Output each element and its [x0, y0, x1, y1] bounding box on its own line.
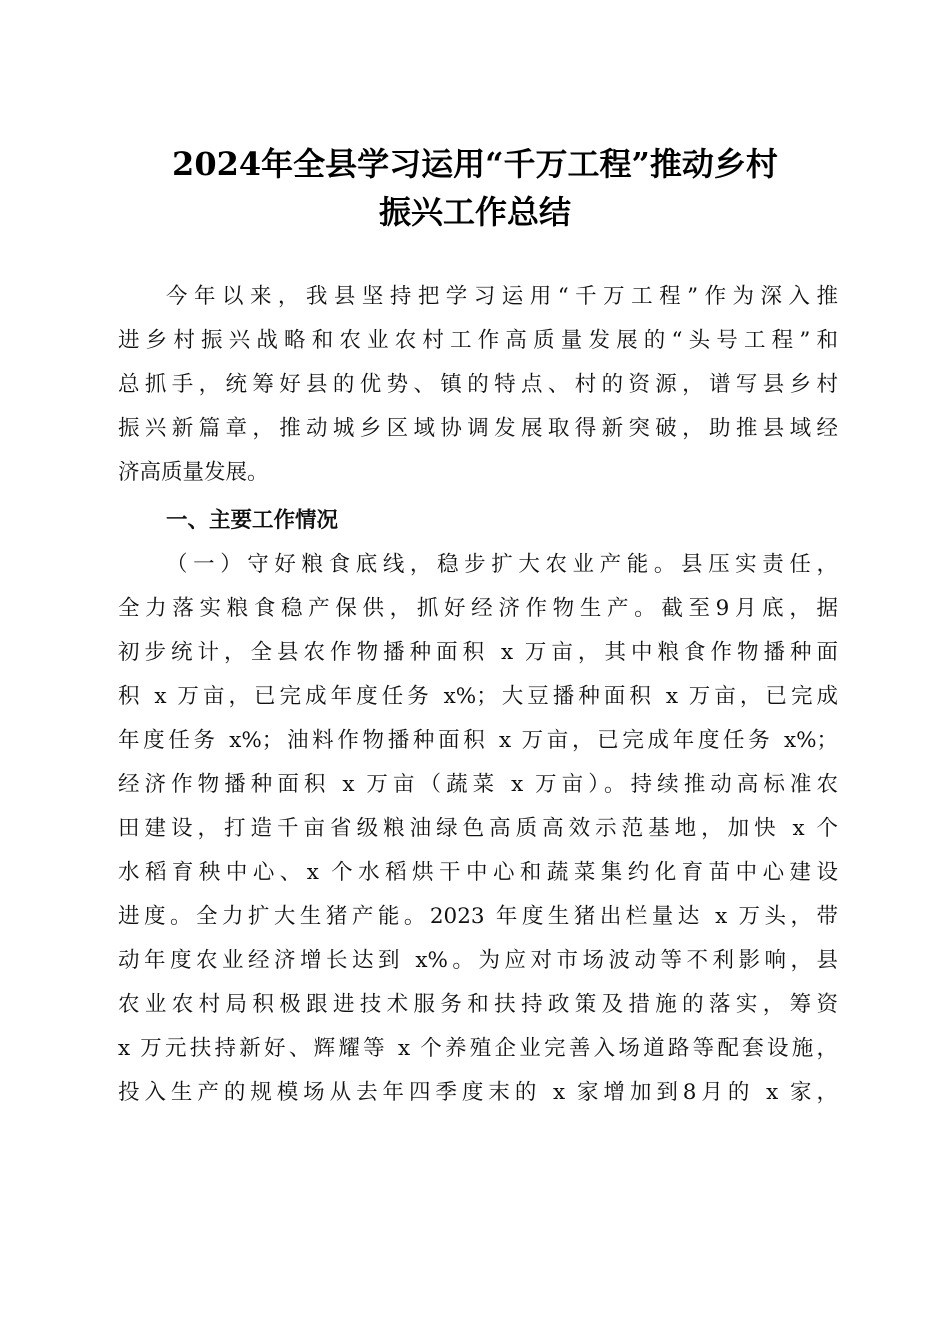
section1-paragraph-line: 进度。全力扩大生猪产能。2023 年度生猪出栏量达 x 万头，带 [118, 904, 838, 929]
intro-paragraph-line: 济高质量发展。 [118, 460, 269, 485]
section1-paragraph-line: （一）守好粮食底线，稳步扩大农业产能。县压实责任， [166, 552, 838, 577]
section1-paragraph-line: 年度任务 x%；油料作物播种面积 x 万亩，已完成年度任务 x%； [118, 728, 838, 753]
section1-paragraph-line: x 万元扶持新好、辉耀等 x 个养殖企业完善入场道路等配套设施， [118, 1036, 838, 1061]
section-heading: 一、主要工作情况 [166, 508, 339, 533]
intro-paragraph-line: 进乡村振兴战略和农业农村工作高质量发展的“头号工程”和 [118, 328, 838, 353]
section1-paragraph-line: 积 x 万亩，已完成年度任务 x%；大豆播种面积 x 万亩，已完成 [118, 684, 838, 709]
section1-paragraph-line: 动年度农业经济增长达到 x%。为应对市场波动等不利影响，县 [118, 948, 838, 973]
section1-paragraph-line: 水稻育秧中心、x 个水稻烘干中心和蔬菜集约化育苗中心建设 [118, 860, 838, 885]
document-title-line-1: 2024年全县学习运用“千万工程”推动乡村 [172, 145, 778, 183]
document-title-line-2: 振兴工作总结 [378, 193, 571, 231]
intro-paragraph-line: 今年以来，我县坚持把学习运用“千万工程”作为深入推 [166, 284, 838, 309]
intro-paragraph-line: 振兴新篇章，推动城乡区域协调发展取得新突破，助推县域经 [118, 416, 838, 441]
section1-paragraph-line: 投入生产的规模场从去年四季度末的 x 家增加到8月的 x 家， [118, 1080, 838, 1105]
intro-paragraph-line: 总抓手，统筹好县的优势、镇的特点、村的资源，谱写县乡村 [118, 372, 838, 397]
section1-paragraph-line: 农业农村局积极跟进技术服务和扶持政策及措施的落实，筹资 [118, 992, 838, 1017]
section1-paragraph-line: 田建设，打造千亩省级粮油绿色高质高效示范基地，加快 x 个 [118, 816, 838, 841]
section1-paragraph-line: 经济作物播种面积 x 万亩（蔬菜 x 万亩）。持续推动高标准农 [118, 772, 838, 797]
section1-paragraph-line: 全力落实粮食稳产保供，抓好经济作物生产。截至9月底，据 [118, 596, 838, 621]
section1-paragraph-line: 初步统计，全县农作物播种面积 x 万亩，其中粮食作物播种面 [118, 640, 838, 665]
